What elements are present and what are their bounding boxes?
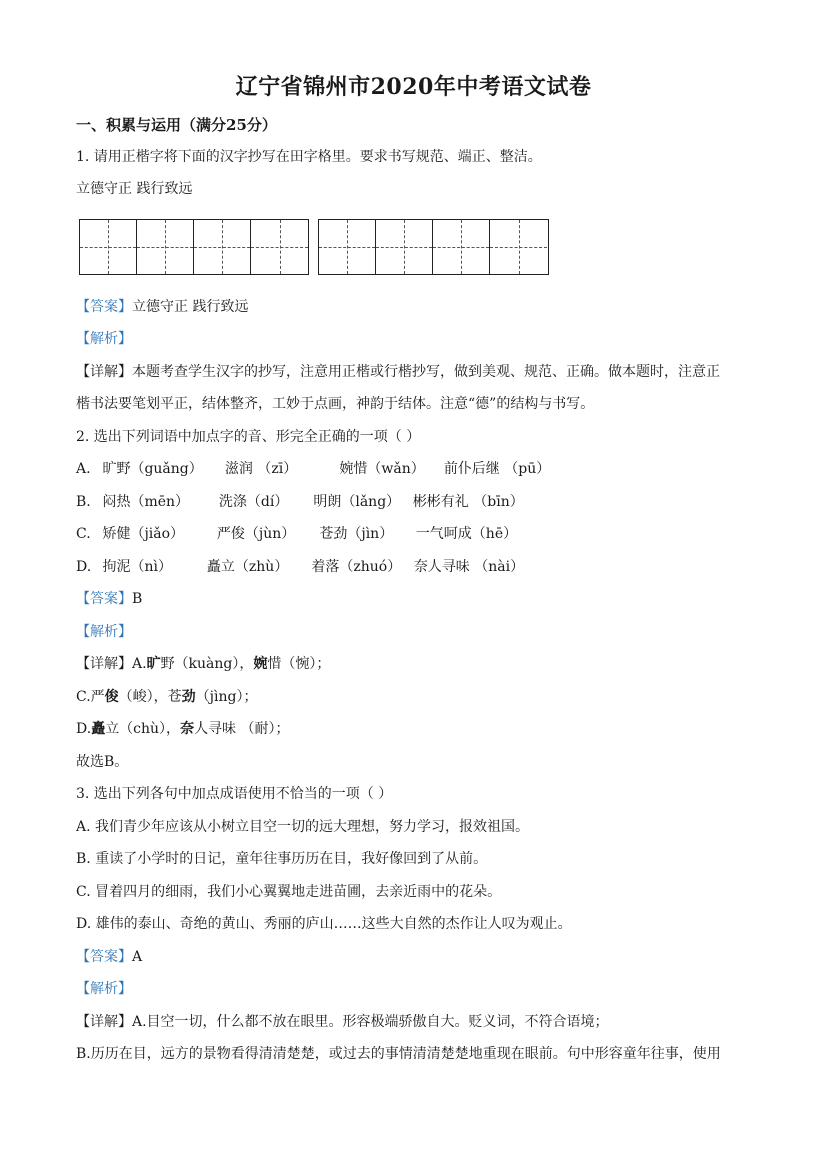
- option-word: 滋润 （zī）: [224, 461, 298, 477]
- option-word: 矫健（jiǎo）: [102, 526, 185, 542]
- question-1-prompt: 1. 请用正楷字将下面的汉字抄写在田字格里。要求书写规范、端正、整洁。: [76, 149, 542, 165]
- question-1-text: 立德守正 践行致远: [76, 181, 193, 197]
- question-2-option-d: [76, 557, 756, 577]
- answer-text: A: [132, 949, 143, 965]
- question-3-detail-line-2: B.历历在目，远方的景物看得清清楚楚，或过去的事情清清楚楚地重现在眼前。句中形容童年往事，使用: [76, 1046, 721, 1062]
- question-2-conclusion: 故选B。: [76, 754, 129, 770]
- option-word: 奈人寻味 （nài）: [413, 559, 525, 575]
- question-1-answer: [76, 297, 756, 317]
- detail-text: （峻），苍: [118, 689, 182, 705]
- tianzige-grid-right: [318, 219, 549, 275]
- grid-cell: [433, 220, 490, 274]
- detail-text: 野（kuàng），: [160, 656, 254, 672]
- option-word: 着落（zhuó）: [311, 559, 402, 575]
- option-word: 闷热（mēn）: [102, 494, 190, 510]
- detail-text: D.: [76, 721, 92, 737]
- analysis-tag: 【解析】: [76, 624, 132, 640]
- option-word: 彬彬有礼 （bīn）: [412, 494, 524, 510]
- question-3-detail-line-1: [76, 1012, 756, 1032]
- grid-cell: [137, 220, 194, 274]
- option-word: 旷野（guǎng）: [102, 461, 203, 477]
- question-2-option-c: [76, 524, 756, 544]
- option-word: 洗涤（dí）: [218, 494, 289, 510]
- analysis-tag: 【解析】: [76, 331, 132, 347]
- question-3-option-b: B. 重读了小学时的日记，童年往事历历在目，我好像回到了从前。: [76, 851, 488, 867]
- option-label: C.: [76, 526, 91, 542]
- question-3-option-c: C. 冒着四月的细雨，我们小心翼翼地走进苗圃，去亲近雨中的花朵。: [76, 884, 502, 900]
- detail-tag: 【详解】: [76, 656, 132, 672]
- question-2-answer: [76, 589, 756, 609]
- detail-text: A.: [132, 656, 147, 672]
- option-word: 苍劲（jìn）: [319, 526, 394, 542]
- question-1-detail-line-1: [76, 362, 756, 382]
- option-label: B.: [76, 494, 91, 510]
- question-2-detail-c: [76, 687, 756, 707]
- grid-cell: [80, 220, 137, 274]
- question-2-option-b: [76, 492, 756, 512]
- answer-tag: 【答案】: [76, 949, 132, 965]
- detail-text: （jìng）；: [195, 689, 258, 705]
- section-heading: 一、积累与运用（满分25分）: [76, 116, 277, 134]
- page-title: 辽宁省锦州市2020年中考语文试卷: [235, 74, 592, 100]
- dotted-char: 矗: [91, 721, 106, 737]
- grid-cell: [251, 220, 308, 274]
- option-word: 一气呵成（hē）: [415, 526, 518, 542]
- question-3-option-d: D. 雄伟的泰山、奇绝的黄山、秀丽的庐山……这些大自然的杰作让人叹为观止。: [76, 916, 572, 932]
- detail-text: 人寻味 （耐）；: [194, 721, 290, 737]
- question-1-detail-line-2: 楷书法要笔划平正，结体整齐，工妙于点画，神韵于结体。注意“德”的结构与书写。: [76, 396, 595, 412]
- grid-cell: [194, 220, 251, 274]
- detail-text: 惜（惋）；: [267, 656, 331, 672]
- detail-text: 本题考查学生汉字的抄写，注意用正楷或行楷抄写，做到美观、规范、正确。做本题时，注意正: [132, 364, 720, 380]
- question-2-prompt: 2. 选出下列词语中加点字的音、形完全正确的一项（ ）: [76, 429, 421, 445]
- dotted-char: 劲: [181, 689, 196, 705]
- detail-text: A.目空一切，什么都不放在眼里。形容极端骄傲自大。贬义词，不符合语境；: [132, 1014, 609, 1030]
- dotted-char: 旷: [146, 656, 161, 672]
- answer-text: 立德守正 践行致远: [132, 299, 249, 315]
- tianzige-grid-left: [79, 219, 309, 275]
- grid-cell: [376, 220, 433, 274]
- dotted-char: 婉: [253, 656, 268, 672]
- grid-cell: [319, 220, 376, 274]
- option-word: 严俊（jùn）: [216, 526, 296, 542]
- dotted-char: 俊: [104, 689, 119, 705]
- detail-tag: 【详解】: [76, 1014, 132, 1030]
- option-word: 婉惜（wǎn）: [339, 461, 425, 477]
- dotted-char: 奈: [180, 721, 195, 737]
- option-word: 明朗（lǎng）: [313, 494, 401, 510]
- question-3-prompt: 3. 选出下列各句中加点成语使用不恰当的一项（ ）: [76, 786, 393, 802]
- grid-cell: [490, 220, 547, 274]
- detail-text: C.严: [76, 689, 105, 705]
- detail-tag: 【详解】: [76, 364, 132, 380]
- question-2-detail-d: [76, 719, 756, 739]
- answer-text: B: [132, 591, 143, 607]
- answer-tag: 【答案】: [76, 591, 132, 607]
- detail-text: 立（chù），: [105, 721, 181, 737]
- answer-tag: 【答案】: [76, 299, 132, 315]
- option-word: 前仆后继 （pū）: [443, 461, 551, 477]
- question-2-option-a: [76, 459, 756, 479]
- question-2-detail-a: [76, 654, 756, 674]
- question-3-option-a: A. 我们青少年应该从小树立目空一切的远大理想，努力学习，报效祖国。: [76, 819, 530, 835]
- question-3-answer: [76, 947, 756, 967]
- analysis-tag: 【解析】: [76, 981, 132, 997]
- option-label: D.: [76, 559, 92, 575]
- option-word: 拘泥（nì）: [102, 559, 172, 575]
- option-word: 矗立（zhù）: [206, 559, 289, 575]
- option-label: A.: [76, 461, 91, 477]
